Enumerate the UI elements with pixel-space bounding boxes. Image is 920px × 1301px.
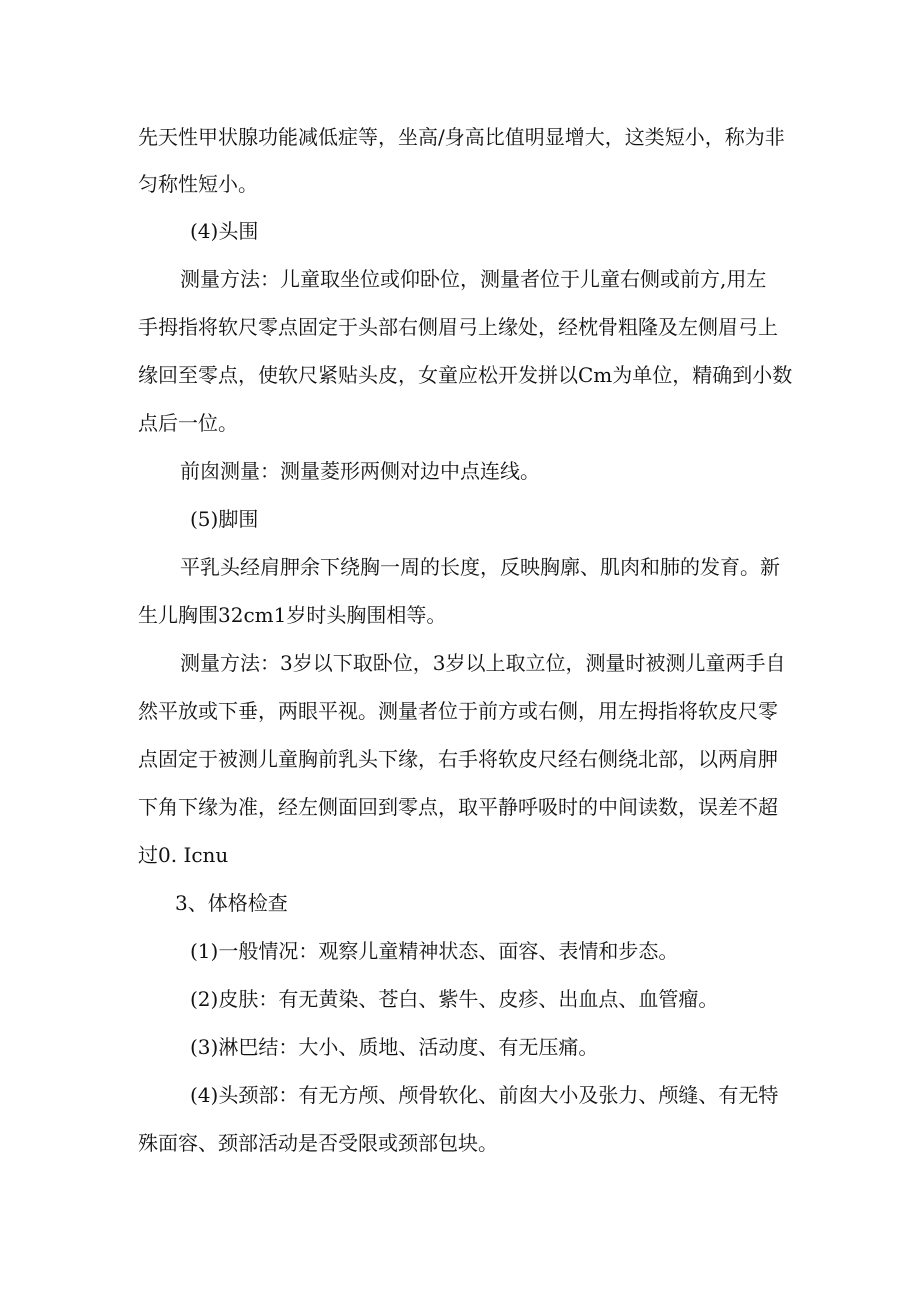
text-line: (1)一般情况：观察儿童精神状态、面容、表情和步态。 [190, 939, 679, 963]
section-heading: 3、体格检查 [175, 891, 288, 915]
text-line: 匀称性短小。 [138, 172, 258, 196]
text-line: 测量方法：3岁以下取卧位，3岁以上取立位，测量时被测儿童两手自 [180, 651, 786, 675]
text-line: 测量方法：儿童取坐位或仰卧位，测量者位于儿童右侧或前方,用左 [180, 267, 767, 291]
text-line: 手拇指将软尺零点固定于头部右侧眉弓上缘处，经枕骨粗隆及左侧眉弓上 [138, 315, 778, 339]
text-line: (3)淋巴结：大小、质地、活动度、有无压痛。 [190, 1035, 599, 1059]
text-line: 生儿胸围32cm1岁时头胸围相等。 [138, 603, 447, 627]
section-heading: (4)头围 [190, 219, 259, 243]
text-line: 下角下缘为准，经左侧面回到零点，取平静呼吸时的中间读数，误差不超 [138, 795, 778, 819]
text-line: 点固定于被测儿童胸前乳头下缘，右手将软皮尺经右侧绕北部，以两肩胛 [138, 747, 778, 771]
text-line: 前囱测量：测量菱形两侧对边中点连线。 [180, 459, 540, 483]
text-line: 点后一位。 [138, 411, 238, 435]
text-line: (4)头颈部：有无方颅、颅骨软化、前囱大小及张力、颅缝、有无特 [190, 1083, 779, 1107]
text-line: 平乳头经肩胛余下绕胸一周的长度，反映胸廓、肌肉和肺的发育。新 [180, 555, 780, 579]
text-line: 先天性甲状腺功能减低症等，坐高/身高比值明显增大，这类短小，称为非 [138, 125, 785, 149]
text-line: 过0. Icnu [138, 843, 229, 867]
text-line: 殊面容、颈部活动是否受限或颈部包块。 [138, 1131, 498, 1155]
text-line: (2)皮肤：有无黄染、苍白、紫牛、皮疹、出血点、血管瘤。 [190, 987, 719, 1011]
section-heading: (5)脚围 [190, 507, 259, 531]
text-line: 缘回至零点，使软尺紧贴头皮，女童应松开发拼以Cm为单位，精确到小数 [138, 363, 793, 387]
text-line: 然平放或下垂，两眼平视。测量者位于前方或右侧，用左拇指将软皮尺零 [138, 699, 778, 723]
